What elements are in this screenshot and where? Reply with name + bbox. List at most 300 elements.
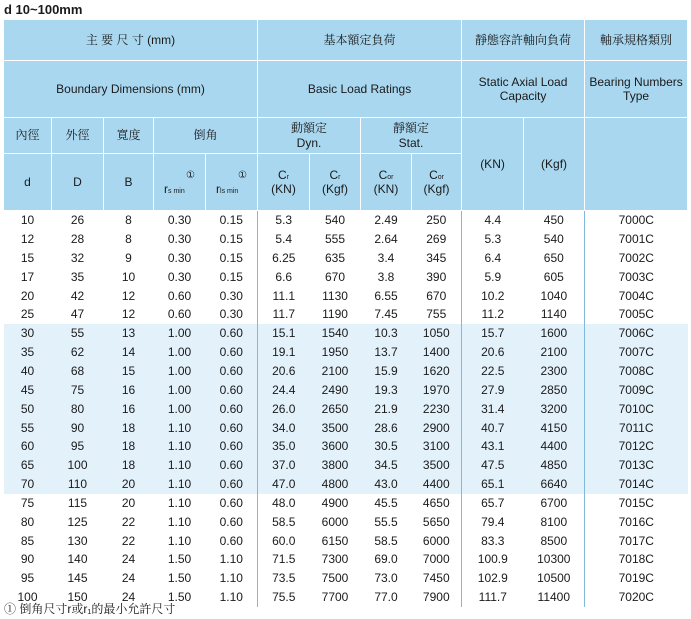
col-inner-dia-zh: 內徑	[4, 118, 52, 154]
table-cell: 1.10	[167, 495, 192, 510]
table-cell: 1.00	[154, 399, 206, 418]
table-cell: 8	[125, 213, 132, 228]
type-header-zh: 軸承規格類別	[585, 20, 688, 61]
col-ris-min: ① rls min	[206, 154, 258, 211]
table-cell: 47.5	[462, 456, 524, 475]
table-cell: 7000	[422, 552, 450, 567]
table-cell: 8100	[540, 514, 568, 529]
table-cell: 269	[426, 232, 447, 247]
table-cell: 7300	[321, 552, 349, 567]
table-cell: 15	[20, 250, 35, 265]
load-header-en: Basic Load Ratings	[258, 61, 462, 118]
table-cell: 62	[52, 343, 104, 362]
dynamic-rating-header	[258, 118, 361, 154]
col-width-zh: 寬度	[104, 118, 154, 154]
table-row	[4, 381, 688, 400]
table-cell: 18	[104, 456, 154, 475]
table-cell: 140	[67, 552, 88, 567]
table-cell: 85	[20, 533, 35, 548]
table-cell: 635	[325, 250, 346, 265]
table-cell: 7001C	[585, 230, 688, 249]
dynamic-rating-zh: 動額定	[291, 121, 328, 136]
table-cell: 68	[52, 362, 104, 381]
table-cell: 6.6	[258, 268, 310, 287]
table-cell: 58.5	[374, 533, 398, 548]
table-cell: 100	[52, 456, 104, 475]
table-cell: 20	[20, 288, 35, 303]
axial-header-en: Static Axial Load Capacity	[462, 61, 585, 118]
table-cell: 43.0	[361, 475, 412, 494]
table-cell: 3200	[524, 399, 585, 418]
table-cell: 11.2	[462, 305, 524, 324]
table-cell: 3500	[310, 418, 361, 437]
table-cell: 11.7	[258, 305, 310, 324]
table-cell: 7012C	[585, 437, 688, 456]
table-cell: 73.0	[374, 571, 398, 586]
table-cell: 5.9	[462, 268, 524, 287]
table-cell: 0.60	[206, 381, 258, 400]
table-cell: 80	[20, 514, 35, 529]
table-cell: 1.10	[219, 552, 243, 567]
table-cell: 5.3	[258, 211, 310, 230]
dims-header-zh: 主 要 尺 寸 (mm)	[4, 20, 258, 61]
table-cell: 2.64	[374, 232, 398, 247]
table-cell: 7700	[321, 590, 349, 605]
table-cell: 45	[4, 381, 52, 400]
col-cr-kn: Cr (KN)	[258, 154, 310, 211]
table-cell: 1.10	[167, 533, 192, 548]
col-cr-kgf: Cr (Kgf)	[310, 154, 361, 211]
static-rating-zh: 靜額定	[393, 121, 430, 136]
table-cell: 95	[52, 437, 104, 456]
table-cell: 670	[325, 269, 346, 284]
table-cell: 58.5	[258, 513, 310, 532]
table-cell: 4800	[310, 475, 361, 494]
table-cell: 18	[104, 437, 154, 456]
table-cell: 55.5	[374, 514, 398, 529]
table-cell: 1.00	[154, 381, 206, 400]
table-cell: 19.1	[258, 343, 310, 362]
table-cell: 10500	[537, 571, 571, 586]
table-cell: 125	[67, 514, 88, 529]
table-cell: 1.50	[167, 552, 192, 567]
table-cell: 1.00	[154, 324, 206, 343]
table-cell: 0.15	[219, 232, 243, 247]
table-cell: 8500	[540, 533, 568, 548]
table-cell: 1.10	[154, 418, 206, 437]
table-cell: 7000C	[585, 211, 688, 230]
table-cell: 115	[67, 495, 88, 510]
table-cell: 30	[4, 324, 52, 343]
col-rs-min: ① rs min	[154, 154, 206, 211]
table-cell: 150	[67, 590, 88, 605]
table-cell: 24	[121, 552, 136, 567]
table-cell: 6.4	[462, 249, 524, 268]
table-cell: 75	[20, 495, 35, 510]
table-row	[4, 324, 688, 343]
table-cell: 7900	[422, 590, 450, 605]
table-cell: 7014C	[585, 475, 688, 494]
table-cell: 90	[20, 552, 35, 567]
table-cell: 32	[70, 250, 85, 265]
table-cell: 6150	[321, 533, 349, 548]
table-cell: 1.10	[154, 437, 206, 456]
table-cell: 7013C	[585, 456, 688, 475]
table-cell: 0.60	[219, 533, 243, 548]
table-cell: 27.9	[462, 381, 524, 400]
table-cell: 1.00	[154, 362, 206, 381]
table-cell: 0.15	[219, 250, 243, 265]
table-cell: 48.0	[258, 494, 310, 513]
col-d: d	[4, 154, 52, 211]
table-cell: 45.5	[374, 495, 398, 510]
table-cell: 4850	[524, 456, 585, 475]
table-cell: 2230	[412, 399, 462, 418]
table-cell: 390	[426, 269, 447, 284]
table-cell: 111.7	[462, 588, 524, 607]
table-cell: 37.0	[258, 456, 310, 475]
table-cell: 110	[52, 475, 104, 494]
table-cell: 7010C	[585, 399, 688, 418]
col-cor-kn: Cor (KN)	[361, 154, 412, 211]
table-cell: 4.4	[462, 211, 524, 230]
table-cell: 47	[70, 307, 85, 322]
table-cell: 35	[4, 343, 52, 362]
col-cor-kgf: Cor (Kgf)	[412, 154, 462, 211]
table-cell: 2490	[310, 381, 361, 400]
table-cell: 0.60	[206, 324, 258, 343]
table-cell: 605	[543, 269, 564, 284]
table-row	[4, 513, 688, 532]
axial-header-zh: 靜態容許軸向負荷	[462, 20, 585, 61]
table-cell: 1140	[540, 307, 567, 322]
table-cell: 1040	[540, 288, 568, 303]
table-cell: 24	[121, 590, 136, 605]
table-cell: 35.0	[258, 437, 310, 456]
table-cell: 22.5	[462, 362, 524, 381]
table-cell: 1600	[524, 324, 585, 343]
table-cell: 1.10	[154, 456, 206, 475]
table-cell: 7004C	[585, 286, 688, 305]
table-cell: 7017C	[585, 531, 688, 550]
table-cell: 15.1	[258, 324, 310, 343]
table-cell: 12	[20, 232, 35, 247]
table-cell: 60.0	[258, 531, 310, 550]
table-cell: 3800	[310, 456, 361, 475]
table-cell: 0.60	[206, 418, 258, 437]
table-row	[4, 569, 688, 588]
table-cell: 4900	[321, 495, 349, 510]
dynamic-rating-en: Dyn.	[296, 135, 322, 150]
table-cell: 3600	[310, 437, 361, 456]
table-cell: 1130	[322, 288, 348, 303]
table-cell: 31.4	[462, 399, 524, 418]
table-row	[4, 268, 688, 287]
dims-header-en: Boundary Dimensions (mm)	[4, 61, 258, 118]
table-cell: 7019C	[585, 569, 688, 588]
table-cell: 1.10	[219, 590, 243, 605]
table-cell: 0.60	[206, 456, 258, 475]
table-cell: 7005C	[585, 305, 688, 324]
table-cell: 7500	[321, 571, 349, 586]
table-cell: 1.50	[167, 571, 192, 586]
table-cell: 7011C	[585, 418, 688, 437]
table-cell: 0.60	[219, 495, 243, 510]
table-row	[4, 399, 688, 418]
table-cell: 3500	[412, 456, 462, 475]
table-cell: 11.1	[258, 286, 310, 305]
table-cell: 71.5	[258, 550, 310, 569]
table-cell: 0.60	[206, 362, 258, 381]
table-cell: 10	[20, 213, 35, 228]
static-rating-en: Stat.	[398, 135, 424, 150]
table-cell: 13.7	[361, 343, 412, 362]
table-cell: 145	[67, 571, 88, 586]
table-cell: 35	[70, 269, 85, 284]
table-cell: 22	[121, 514, 136, 529]
table-cell: 20.6	[258, 362, 310, 381]
col-chamfer-zh: 倒角	[154, 118, 258, 154]
table-cell: 1.10	[167, 514, 192, 529]
table-cell: 69.0	[374, 552, 398, 567]
table-cell: 70	[4, 475, 52, 494]
table-cell: 0.30	[219, 288, 243, 303]
table-cell: 25	[20, 307, 35, 322]
table-cell: 0.60	[206, 475, 258, 494]
table-cell: 73.5	[258, 569, 310, 588]
table-cell: 34.0	[258, 418, 310, 437]
table-row	[4, 437, 688, 456]
table-cell: 50	[4, 399, 52, 418]
table-cell: 1.10	[219, 571, 243, 586]
table-cell: 3100	[412, 437, 462, 456]
table-cell: 6.25	[258, 249, 310, 268]
table-cell: 40	[4, 362, 52, 381]
table-row	[4, 286, 688, 305]
table-cell: 6000	[422, 533, 450, 548]
table-cell: 42	[70, 288, 85, 303]
table-row	[4, 475, 688, 494]
table-cell: 5.3	[462, 230, 524, 249]
table-cell: 8	[125, 232, 132, 247]
table-cell: 2650	[310, 399, 361, 418]
table-cell: 20	[121, 495, 136, 510]
table-cell: 100.9	[462, 550, 524, 569]
table-cell: 0.30	[167, 250, 192, 265]
table-cell: 47.0	[258, 475, 310, 494]
table-cell: 15	[104, 362, 154, 381]
col-D: D	[52, 154, 104, 211]
table-cell: 7.45	[374, 307, 398, 322]
table-cell: 7018C	[585, 550, 688, 569]
table-cell: 6640	[524, 475, 585, 494]
table-cell: 345	[426, 250, 447, 265]
table-cell: 0.30	[219, 307, 243, 322]
table-body	[4, 211, 688, 607]
table-row	[4, 305, 688, 324]
table-cell: 77.0	[374, 590, 398, 605]
footnote: ① 倒角尺寸r或r₁的最小允許尺寸	[4, 602, 176, 616]
table-cell: 14	[104, 343, 154, 362]
table-cell: 5650	[422, 514, 450, 529]
table-cell: 28.6	[361, 418, 412, 437]
table-cell: 90	[52, 418, 104, 437]
table-cell: 450	[543, 213, 564, 228]
static-rating-header	[361, 118, 462, 154]
table-cell: 60	[4, 437, 52, 456]
table-cell: 7007C	[585, 343, 688, 362]
table-cell: 17	[20, 269, 35, 284]
table-cell: 0.60	[206, 343, 258, 362]
table-cell: 95	[20, 571, 35, 586]
table-cell: 540	[543, 232, 564, 247]
table-cell: 6700	[540, 495, 568, 510]
footnote-marker: ①	[238, 170, 247, 182]
table-cell: 15.7	[462, 324, 524, 343]
table-cell: 1970	[412, 381, 462, 400]
table-cell: 79.4	[462, 513, 524, 532]
table-cell: 19.3	[361, 381, 412, 400]
table-cell: 0.60	[167, 288, 192, 303]
table-cell: 22	[121, 533, 136, 548]
axial-kgf-header: (Kgf)	[524, 118, 585, 211]
footnote-marker: ①	[186, 170, 195, 182]
table-cell: 3.8	[377, 269, 395, 284]
table-cell: 2900	[412, 418, 462, 437]
table-cell: 0.60	[206, 437, 258, 456]
table-cell: 1.10	[154, 475, 206, 494]
table-cell: 3.4	[377, 250, 395, 265]
table-cell: 7015C	[585, 494, 688, 513]
table-row	[4, 249, 688, 268]
table-cell: 83.3	[462, 531, 524, 550]
table-cell: 10.3	[361, 324, 412, 343]
table-cell: 2300	[524, 362, 585, 381]
col-outer-dia-zh: 外徑	[52, 118, 104, 154]
table-row	[4, 494, 688, 513]
table-row	[4, 456, 688, 475]
table-cell: 7016C	[585, 513, 688, 532]
table-cell: 4150	[524, 418, 585, 437]
table-cell: 65.7	[462, 494, 524, 513]
table-cell: 10.2	[462, 286, 524, 305]
table-cell: 28	[70, 232, 85, 247]
table-row	[4, 418, 688, 437]
table-cell: 75	[52, 381, 104, 400]
table-row	[4, 550, 688, 569]
table-cell: 7009C	[585, 381, 688, 400]
table-cell: 21.9	[361, 399, 412, 418]
table-cell: 4650	[422, 495, 450, 510]
table-cell: 16	[104, 399, 154, 418]
table-cell: 1.50	[167, 590, 192, 605]
table-cell: 2.49	[374, 213, 398, 228]
table-cell: 1620	[412, 362, 462, 381]
table-cell: 102.9	[462, 569, 524, 588]
table-cell: 6000	[321, 514, 349, 529]
table-cell: 1050	[412, 324, 462, 343]
table-cell: 0.30	[167, 213, 192, 228]
table-cell: 6.55	[374, 288, 398, 303]
table-cell: 540	[325, 213, 346, 228]
table-cell: 650	[543, 250, 564, 265]
type-header-en: Bearing Numbers Type	[585, 61, 688, 118]
table-cell: 20	[104, 475, 154, 494]
bearing-spec-table	[3, 19, 688, 607]
table-cell: 100	[17, 590, 38, 605]
table-cell: 7008C	[585, 362, 688, 381]
table-cell: 34.5	[361, 456, 412, 475]
table-cell: 12	[121, 288, 136, 303]
table-cell: 1540	[310, 324, 361, 343]
table-cell: 1950	[310, 343, 361, 362]
table-cell: 5.4	[258, 230, 310, 249]
table-cell: 7020C	[585, 588, 688, 607]
table-cell: 26.0	[258, 399, 310, 418]
table-cell: 250	[426, 213, 447, 228]
table-cell: 1400	[412, 343, 462, 362]
axial-kn-header: (KN)	[462, 118, 524, 211]
table-cell: 55	[4, 418, 52, 437]
table-cell: 12	[121, 307, 136, 322]
table-row	[4, 531, 688, 550]
table-cell: 7006C	[585, 324, 688, 343]
table-cell: 7003C	[585, 268, 688, 287]
table-cell: 16	[104, 381, 154, 400]
table-cell: 9	[125, 250, 132, 265]
table-cell: 2100	[524, 343, 585, 362]
table-cell: 670	[426, 288, 447, 303]
table-cell: 15.9	[361, 362, 412, 381]
table-cell: 40.7	[462, 418, 524, 437]
table-cell: 10	[121, 269, 136, 284]
table-cell: 755	[426, 307, 447, 322]
table-cell: 80	[52, 399, 104, 418]
table-cell: 30.5	[361, 437, 412, 456]
table-cell: 555	[325, 232, 346, 247]
table-cell: 18	[104, 418, 154, 437]
table-cell: 4400	[524, 437, 585, 456]
table-row	[4, 230, 688, 249]
table-cell: 75.5	[258, 588, 310, 607]
table-cell: 0.60	[219, 514, 243, 529]
table-cell: 13	[104, 324, 154, 343]
table-cell: 65.1	[462, 475, 524, 494]
table-cell: 7002C	[585, 249, 688, 268]
table-row	[4, 211, 688, 230]
table-cell: 11400	[537, 590, 571, 605]
table-cell: 0.15	[219, 269, 243, 284]
table-cell: 1190	[322, 307, 348, 322]
table-cell: 24	[121, 571, 136, 586]
table-cell: 43.1	[462, 437, 524, 456]
table-cell: 0.30	[167, 232, 192, 247]
table-cell: 20.6	[462, 343, 524, 362]
table-cell: 0.60	[206, 399, 258, 418]
table-row	[4, 362, 688, 381]
table-cell: 65	[4, 456, 52, 475]
table-row	[4, 343, 688, 362]
table-cell: 0.15	[219, 213, 243, 228]
type-empty-header	[585, 118, 688, 211]
table-cell: 0.60	[167, 307, 192, 322]
table-cell: 2100	[310, 362, 361, 381]
table-cell: 10300	[537, 552, 571, 567]
table-cell: 4400	[412, 475, 462, 494]
table-cell: 24.4	[258, 381, 310, 400]
table-cell: 55	[52, 324, 104, 343]
table-cell: 130	[67, 533, 88, 548]
